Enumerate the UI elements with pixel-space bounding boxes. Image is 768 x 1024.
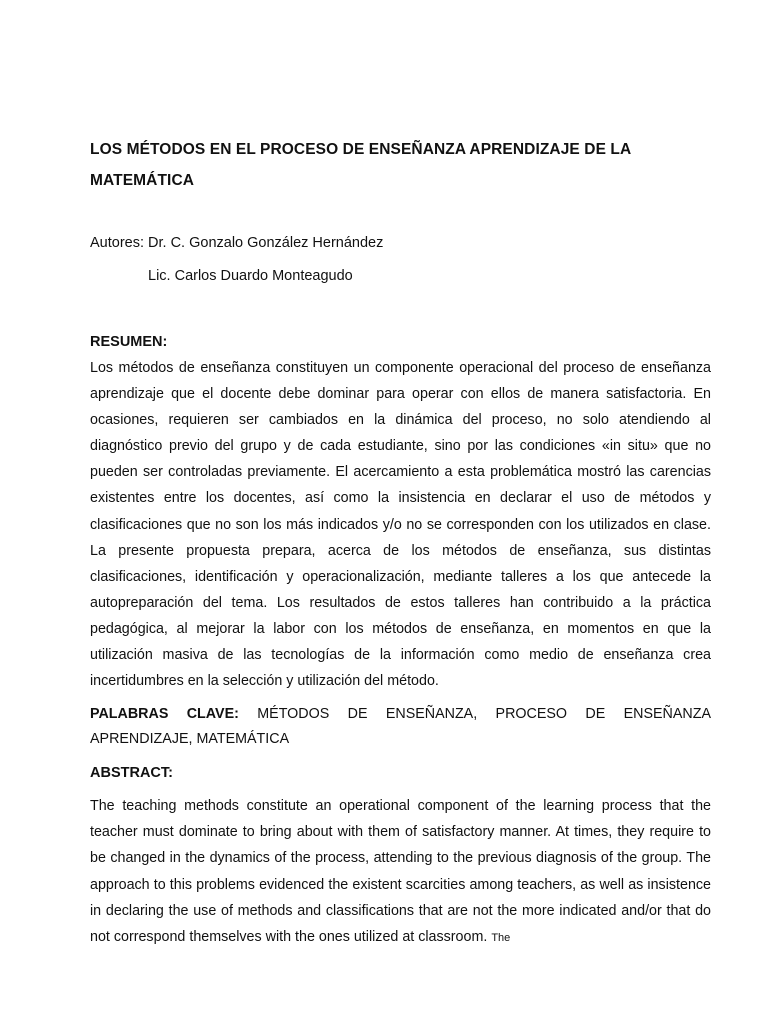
authors-block: [90, 233, 720, 286]
abstract-heading: ABSTRACT:: [90, 765, 173, 781]
document-title: LOS MÉTODOS EN EL PROCESO DE ENSEÑANZA APRENDIZAJE DE LA MATEMÁTICA: [90, 141, 631, 189]
abstract-text: The teaching methods constitute an operational component of the learning process that the teacher must dominate to bring about with them of satisfactory manner. At times, they require to be changed in the dynamics of the process, attending to the previous diagnosis of the group. The approach to this problems evidenced the existent scarcities among teachers, as well as insistence in declaring the use of methods and classifications that are not the more indicated and/or that do not correspond themselves with the ones utilized at classroom.: [90, 798, 711, 946]
resumen-paragraph: Los métodos de enseñanza constituyen un componente operacional del proceso de enseñanza aprendizaje que el docente debe dominar para operar con ellos de manera satisfactoria. En ocasiones, requieren ser cambiados en la dinámica del proceso, no solo atendiendo al diagnóstico previo del grupo y de cada estudiante, sino por las condiciones «in situ» que no pueden ser controladas previamente. El acercamiento a esta problemática mostró las carencias existentes entre los docentes, así como la insistencia en declarar el uso de métodos y clasificaciones que no son los más indicados y/o no se corresponden con los utilizados en clase. La presente propuesta prepara, acerca de los métodos de enseñanza, sus distintas clasificaciones, identificación y operacionalización, mediante talleres a los que antecede la autopreparación del tema. Los resultados de estos talleres han contribuido a la práctica pedagógica, al mejorar la labor con los métodos de enseñanza, en momentos en que la utilización masiva de las tecnologías de la información como medio de enseñanza crea incertidumbres en la selección y utilización del método.: [90, 360, 711, 690]
keywords-paragraph: [90, 702, 711, 752]
resumen-heading: RESUMEN:: [90, 334, 168, 350]
author-line-1: Autores: Dr. C. Gonzalo González Hernández: [90, 235, 384, 251]
abstract-trailing-word: The: [491, 932, 511, 945]
author-line-2: Lic. Carlos Duardo Monteagudo: [148, 268, 353, 284]
abstract-paragraph: [90, 793, 711, 951]
keywords-text: MÉTODOS DE ENSEÑANZA, PROCESO DE ENSEÑANZA APRENDIZAJE, MATEMÁTICA: [90, 706, 712, 747]
keywords-label: PALABRAS CLAVE:: [90, 706, 239, 722]
